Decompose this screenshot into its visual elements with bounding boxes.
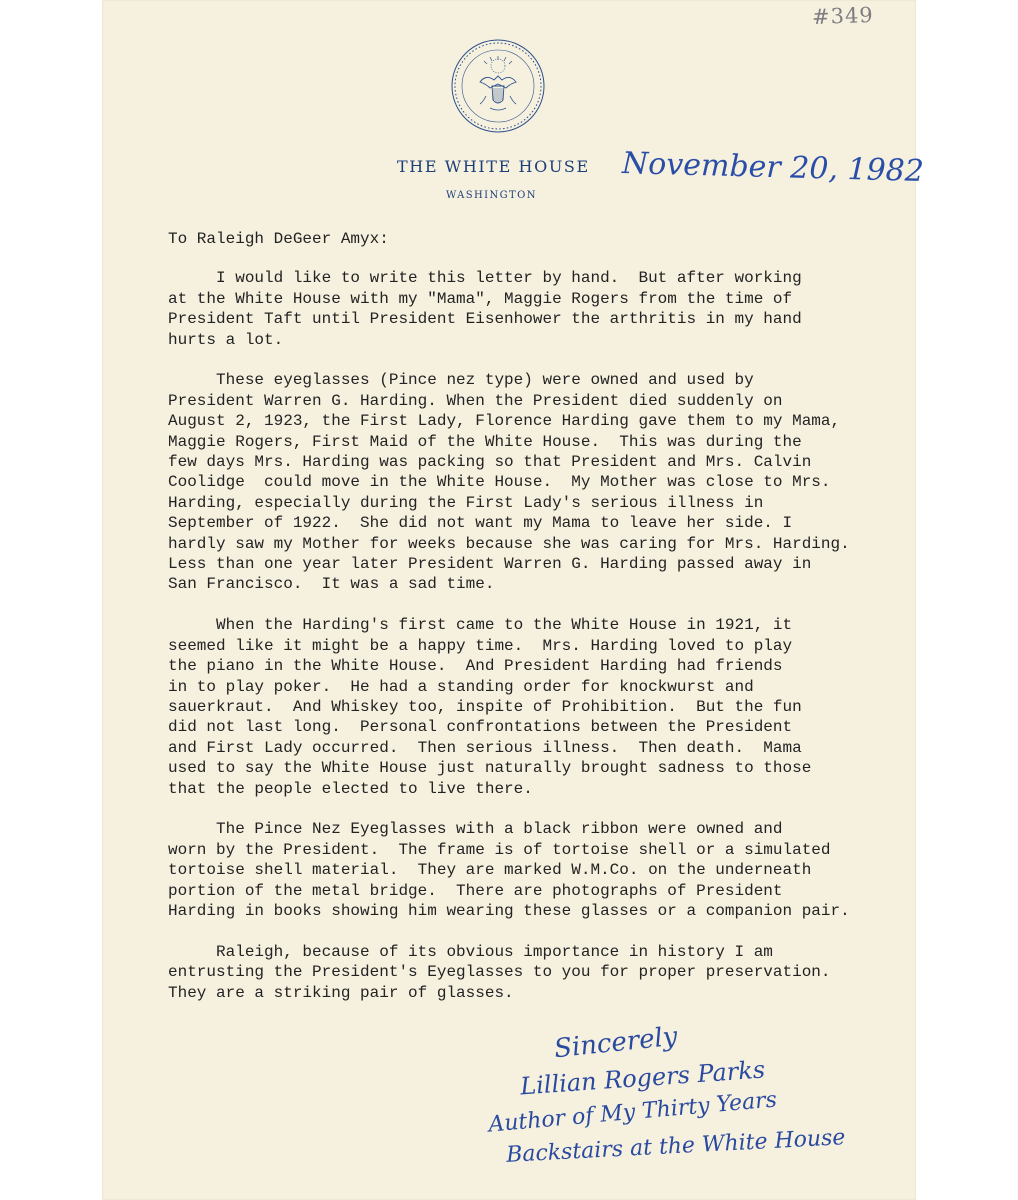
text-line: Harding, especially during the First Lady's serious illness in <box>168 493 764 512</box>
text-line: These eyeglasses (Pince nez type) were owned and used by <box>168 371 754 390</box>
text-line: seemed like it might be a happy time. Mrs. Harding loved to play <box>168 636 793 655</box>
text-line: in to play poker. He had a standing order for knockwurst and <box>168 677 754 696</box>
archive-number: #349 <box>811 2 875 30</box>
text-line: few days Mrs. Harding was packing so that President and Mrs. Calvin <box>168 453 812 472</box>
text-line: entrusting the President's Eyeglasses to you for proper preservation. <box>168 963 831 982</box>
text-line: sauerkraut. And Whiskey too, inspite of Prohibition. But the fun <box>168 697 802 716</box>
text-line: that the people elected to live there. <box>168 779 533 798</box>
text-line: San Francisco. It was a sad time. <box>168 575 495 594</box>
text-line: hurts a lot. <box>168 330 284 349</box>
text-line: The Pince Nez Eyeglasses with a black ribbon were owned and <box>168 820 783 839</box>
text-line: at the White House with my "Mama", Maggie Rogers from the time of <box>168 289 793 308</box>
paragraph <box>168 819 908 921</box>
letter-body <box>168 229 908 1023</box>
text-line: used to say the White House just naturally brought sadness to those <box>168 759 812 778</box>
text-line: Raleigh, because of its obvious importance in history I am <box>168 942 773 961</box>
letterhead-title: THE WHITE HOUSE <box>397 157 590 176</box>
text-line: portion of the metal bridge. There are photographs of President <box>168 881 783 900</box>
paragraph <box>168 370 908 594</box>
presidential-seal-icon <box>450 38 546 134</box>
text-line: September of 1922. She did not want my Mama to leave her side. I <box>168 514 793 533</box>
paragraph <box>168 615 908 799</box>
text-line: hardly saw my Mother for weeks because she was caring for Mrs. Harding. <box>168 534 850 553</box>
text-line: worn by the President. The frame is of tortoise shell or a simulated <box>168 840 831 859</box>
text-line: Harding in books showing him wearing these glasses or a companion pair. <box>168 901 850 920</box>
signature-credit-line2: Backstairs at the White House <box>505 1125 846 1168</box>
signature-credit-line1: Author of My Thirty Years <box>487 1087 778 1138</box>
paragraphs <box>168 268 908 1003</box>
text-line: and First Lady occurred. Then serious illness. Then death. Mama <box>168 738 802 757</box>
text-line: They are a striking pair of glasses. <box>168 983 514 1002</box>
text-line: the piano in the White House. And President Harding had friends <box>168 657 783 676</box>
text-line: did not last long. Personal confrontations between the President <box>168 718 793 737</box>
handwritten-date: November 20, 1982 <box>621 146 925 189</box>
paragraph <box>168 942 908 1003</box>
paragraph <box>168 268 908 350</box>
text-line: I would like to write this letter by hand. But after working <box>168 269 802 288</box>
signature-name: Lillian Rogers Parks <box>519 1055 766 1101</box>
salutation: To Raleigh DeGeer Amyx: <box>168 230 389 248</box>
text-line: Coolidge could move in the White House. My Mother was close to Mrs. <box>168 473 831 492</box>
text-line: August 2, 1923, the First Lady, Florence Harding gave them to my Mama, <box>168 412 841 431</box>
text-line: Maggie Rogers, First Maid of the White House. This was during the <box>168 432 802 451</box>
text-line: tortoise shell material. They are marked W.M.Co. on the underneath <box>168 861 812 880</box>
text-line: When the Harding's first came to the White House in 1921, it <box>168 616 793 635</box>
text-line: Less than one year later President Warren G. Harding passed away in <box>168 555 812 574</box>
signature-closing: Sincerely <box>552 1021 679 1065</box>
letterhead-subtitle: WASHINGTON <box>446 190 537 201</box>
text-line: President Warren G. Harding. When the President died suddenly on <box>168 391 783 410</box>
text-line: President Taft until President Eisenhower the arthritis in my hand <box>168 310 802 329</box>
